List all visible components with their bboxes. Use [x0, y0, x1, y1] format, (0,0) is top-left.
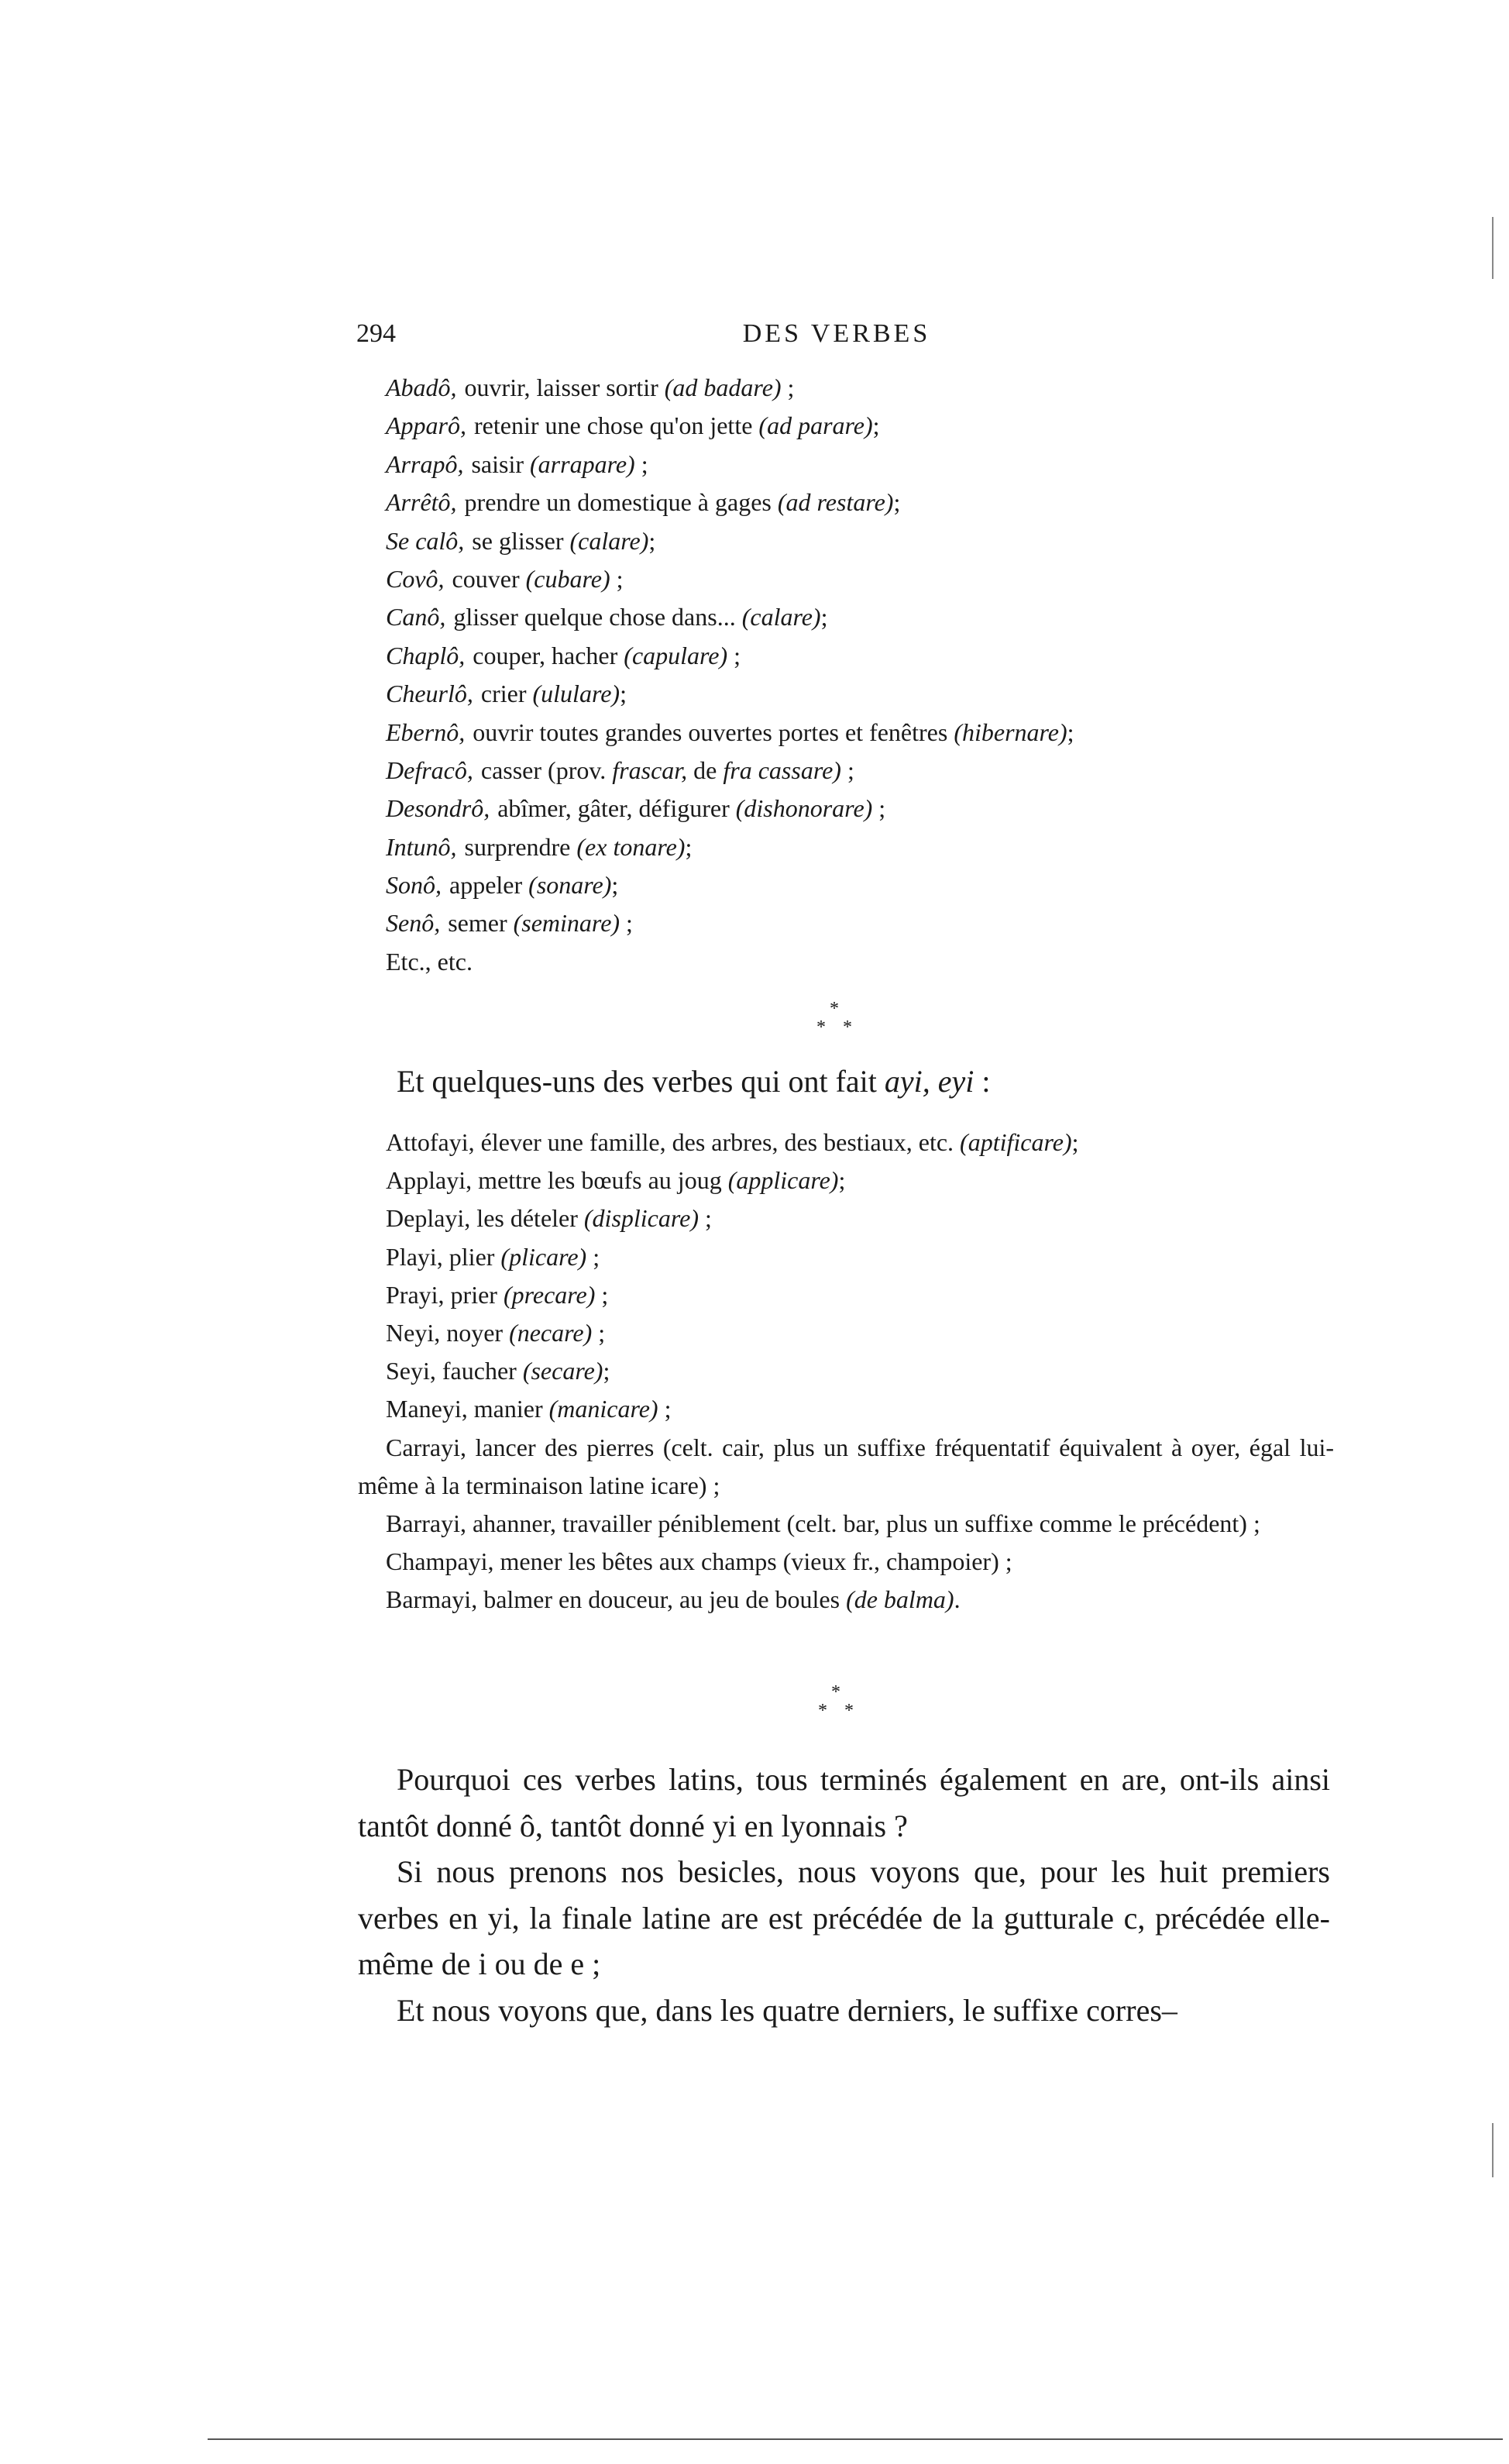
- punct: ;: [685, 832, 693, 861]
- punct: ;: [781, 373, 795, 401]
- punct: ;: [872, 411, 880, 440]
- etymon: (seminare): [513, 909, 620, 938]
- list-item: [386, 904, 1331, 942]
- list-item: [386, 369, 1331, 407]
- etymon: (plicare): [500, 1242, 587, 1271]
- entry-text: Playi, plier: [386, 1242, 495, 1271]
- list-item: [386, 828, 1331, 866]
- etymon: (precare): [503, 1280, 596, 1309]
- punct: ;: [620, 680, 627, 708]
- gloss: couver: [452, 564, 520, 593]
- paragraph: Si nous prenons nos besicles, nous voyons que, pour les huit premiers verbes en yi, la finale latine are est précédée de la gutturale c, précédée elle-même de i ou de e ;: [358, 1854, 1330, 1981]
- headword: Arrêtô,: [386, 488, 457, 517]
- etymon: (secare): [522, 1357, 603, 1385]
- etymon: (calare): [741, 603, 821, 631]
- list-item: [386, 714, 1331, 752]
- etymon: (ad parare): [758, 411, 873, 440]
- punct: ;: [611, 871, 619, 900]
- scan-edge-mark: [1492, 217, 1494, 279]
- etymon: (cubare): [525, 564, 610, 593]
- headword: Cheurlô,: [386, 680, 473, 708]
- punct: ;: [586, 1242, 600, 1271]
- suffix-term: eyi: [937, 1064, 974, 1099]
- list-item: [386, 866, 1331, 904]
- list-item: [386, 790, 1331, 828]
- gloss: Etc., etc.: [386, 947, 473, 976]
- punct: ;: [893, 488, 901, 517]
- headword: Intunô,: [386, 832, 457, 861]
- etymon: (aptificare): [960, 1128, 1072, 1156]
- punct: ;: [1067, 718, 1074, 746]
- punct: ;: [610, 564, 624, 593]
- list-item: [386, 560, 1331, 598]
- punct: ;: [595, 1280, 609, 1309]
- gloss: couper, hacher: [473, 641, 618, 669]
- scan-edge-mark: [1492, 2123, 1494, 2177]
- punct: ;: [634, 449, 648, 478]
- punct: ;: [1071, 1128, 1079, 1156]
- headword: Abadô,: [386, 373, 457, 401]
- list-item: [386, 752, 1331, 790]
- gloss: casser (prov.: [480, 755, 607, 784]
- etymon: fra cassare): [723, 755, 841, 784]
- gloss: abîmer, gâter, défigurer: [497, 794, 730, 823]
- asterism-star: *: [816, 1017, 826, 1038]
- entry-text: Champayi, mener les bêtes aux champs (vieux fr., champoier) ;: [386, 1547, 1012, 1576]
- running-title: DES VERBES: [742, 319, 931, 348]
- entry-text: Seyi, faucher: [386, 1357, 517, 1385]
- etymon: (applicare): [727, 1166, 839, 1195]
- entry-text: Barmayi, balmer en douceur, au jeu de boules: [386, 1585, 840, 1614]
- verb-list-yi: [358, 1124, 1334, 1619]
- gloss: glisser quelque chose dans...: [453, 603, 736, 631]
- etymon: (calare): [569, 526, 649, 555]
- page-header: [356, 319, 1317, 363]
- headword: Sonô,: [386, 871, 442, 900]
- etymon: (displicare): [583, 1204, 699, 1233]
- paragraph: Pourquoi ces verbes latins, tous terminés également en are, ont-ils ainsi tantôt donné ô, tantôt donné yi en lyonnais ?: [358, 1762, 1330, 1843]
- etymon: (necare): [509, 1319, 593, 1347]
- entry-text: Barrayi, ahanner, travailler péniblement (celt. bar, plus un suffixe comme le précédent) ;: [386, 1509, 1260, 1538]
- gloss: retenir une chose qu'on jette: [474, 411, 753, 440]
- etymon: (capulare): [624, 641, 728, 669]
- suffix-term: ayi,: [884, 1064, 930, 1099]
- gloss: prendre un domestique à gages: [464, 488, 772, 517]
- asterism-2: [792, 1683, 885, 1731]
- list-item: [358, 1581, 1334, 1619]
- asterism-1: [790, 1000, 883, 1048]
- verb-list-o: [386, 369, 1331, 981]
- punct: ;: [872, 794, 886, 823]
- etymon: (ad badare): [664, 373, 782, 401]
- scan-bottom-rule: [208, 2438, 1503, 2440]
- list-item: [358, 1314, 1334, 1352]
- asterism-star: *: [843, 1017, 852, 1038]
- punct: ;: [840, 755, 854, 784]
- list-item: [358, 1124, 1334, 1161]
- punct: ;: [820, 603, 828, 631]
- asterism-star: *: [844, 1701, 854, 1721]
- intro-text: Et quelques-uns des verbes qui ont fait: [397, 1064, 877, 1099]
- list-item: [358, 1199, 1334, 1237]
- punct: ;: [592, 1319, 606, 1347]
- list-item: [358, 1390, 1334, 1428]
- etymon: (ex tonare): [576, 832, 686, 861]
- gloss: ouvrir toutes grandes ouvertes portes et fenêtres: [473, 718, 948, 746]
- list-item: [386, 943, 1331, 981]
- punct: ;: [648, 526, 656, 555]
- headword: Senô,: [386, 909, 441, 938]
- punct: ;: [699, 1204, 712, 1233]
- list-item: [386, 446, 1331, 484]
- punct: .: [954, 1585, 961, 1614]
- gloss: ouvrir, laisser sortir: [464, 373, 658, 401]
- punct: :: [974, 1064, 991, 1099]
- list-item: [358, 1276, 1334, 1314]
- asterism-star: *: [818, 1701, 827, 1721]
- list-item: [358, 1429, 1334, 1505]
- headword: Apparô,: [386, 411, 466, 440]
- list-item: [386, 407, 1331, 445]
- gloss: de: [693, 755, 717, 784]
- headword: Arrapô,: [386, 449, 464, 478]
- body-text: [358, 1757, 1330, 2033]
- headword: Se calô,: [386, 526, 465, 555]
- list-item: [386, 598, 1331, 636]
- section-intro: [397, 1063, 991, 1100]
- punct: ;: [620, 909, 633, 938]
- headword: Desondrô,: [386, 794, 490, 823]
- punct: ;: [658, 1395, 672, 1423]
- list-item: [358, 1161, 1334, 1199]
- entry-text: Attofayi, élever une famille, des arbres, des bestiaux, etc.: [386, 1128, 954, 1156]
- punct: ;: [603, 1357, 610, 1385]
- etymon: (dishonorare): [735, 794, 873, 823]
- headword: Canô,: [386, 603, 446, 631]
- etymon: (arrapare): [530, 449, 635, 478]
- etymon: (manicare): [548, 1395, 658, 1423]
- asterism-star: *: [830, 999, 839, 1019]
- paragraph: Et nous voyons que, dans les quatre derniers, le suffixe corres–: [397, 1992, 1177, 2028]
- headword: Ebernô,: [386, 718, 466, 746]
- page-number: 294: [356, 319, 396, 348]
- gloss: appeler: [449, 871, 523, 900]
- entry-text: Neyi, noyer: [386, 1319, 504, 1347]
- gloss: crier: [480, 680, 527, 708]
- etymon: frascar,: [612, 755, 688, 784]
- list-item: [386, 522, 1331, 560]
- etymon: (hibernare): [954, 718, 1067, 746]
- list-item: [358, 1352, 1334, 1390]
- gloss: surprendre: [464, 832, 571, 861]
- headword: Chaplô,: [386, 641, 466, 669]
- list-item: [386, 675, 1331, 713]
- entry-text: Maneyi, manier: [386, 1395, 543, 1423]
- etymon: (de balma): [846, 1585, 954, 1614]
- entry-text: Applayi, mettre les bœufs au joug: [386, 1166, 722, 1195]
- list-item: [386, 484, 1331, 521]
- entry-text: Carrayi, lancer des pierres (celt. cair, plus un suffixe fréquentatif équivalent à oyer, égal lui-même à la terminaison latine icare) ;: [358, 1433, 1334, 1499]
- list-item: [358, 1238, 1334, 1276]
- list-item: [386, 637, 1331, 675]
- entry-text: Deplayi, les dételer: [386, 1204, 578, 1233]
- headword: Covô,: [386, 564, 445, 593]
- entry-text: Prayi, prier: [386, 1280, 497, 1309]
- etymon: (sonare): [528, 871, 612, 900]
- gloss: saisir: [471, 449, 524, 478]
- gloss: semer: [448, 909, 507, 938]
- headword: Defracô,: [386, 755, 473, 784]
- asterism-star: *: [831, 1682, 840, 1702]
- list-item: [358, 1543, 1334, 1581]
- etymon: (ululare): [532, 680, 620, 708]
- gloss: se glisser: [472, 526, 564, 555]
- list-item: [358, 1505, 1334, 1543]
- etymon: (ad restare): [777, 488, 894, 517]
- punct: ;: [838, 1166, 846, 1195]
- punct: ;: [727, 641, 741, 669]
